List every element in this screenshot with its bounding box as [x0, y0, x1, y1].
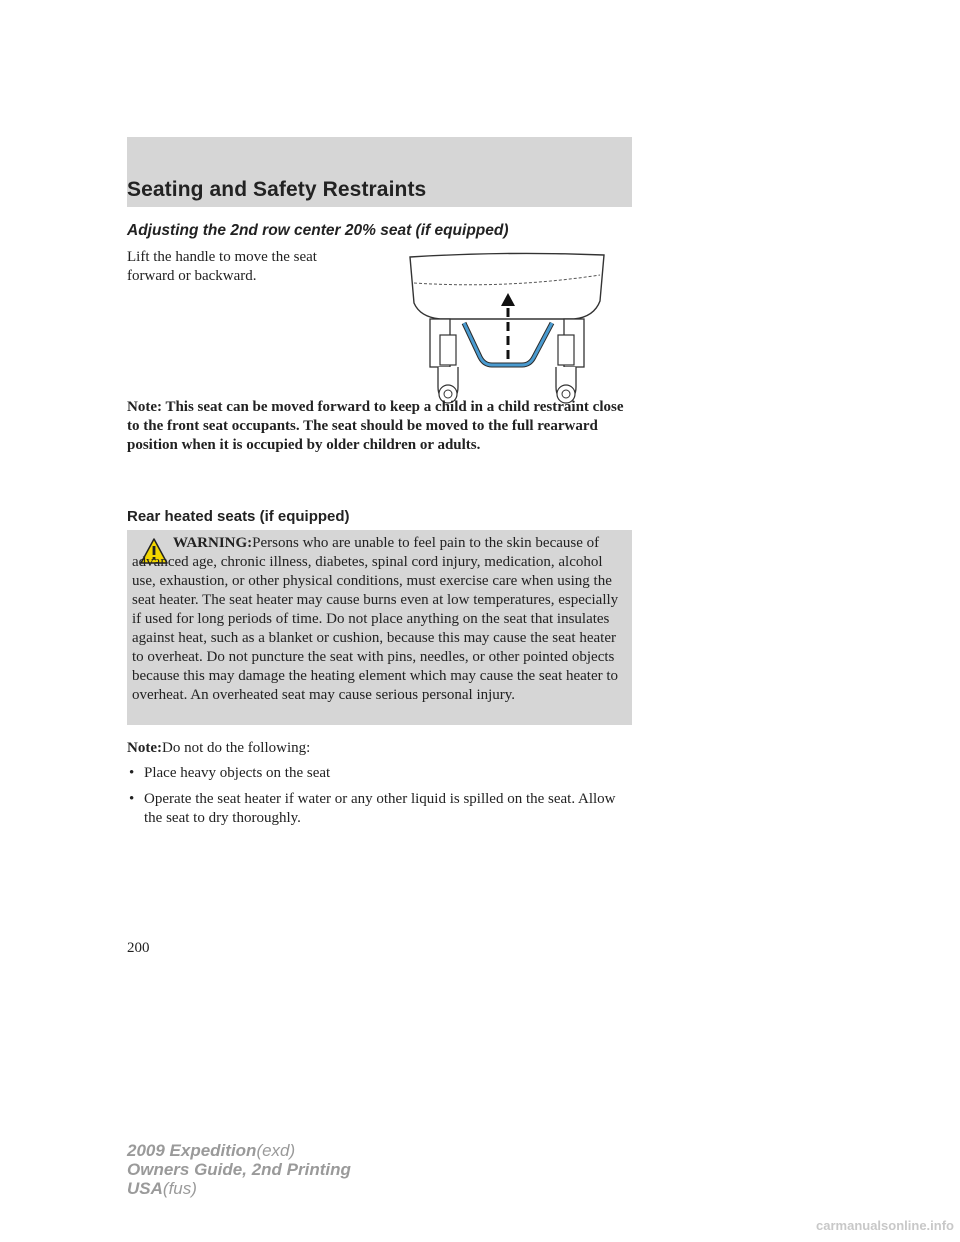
- warning-paragraph: [132, 534, 627, 705]
- warning-label: WARNING:: [173, 535, 253, 551]
- note-text: Do not do the following:: [161, 740, 311, 756]
- note-label: Note:: [127, 740, 162, 756]
- page-header-title: Seating and Safety Restraints: [127, 178, 427, 201]
- watermark: carmanualsonline.info: [816, 1218, 954, 1233]
- intro-paragraph: Lift the handle to move the seat forward or backward.: [127, 249, 317, 284]
- page-number: 200: [127, 940, 150, 956]
- heated-note: [127, 739, 310, 758]
- section-title: Adjusting the 2nd row center 20% seat (if equipped): [127, 222, 509, 239]
- bullet-icon: •: [129, 765, 135, 781]
- bullet-icon: •: [129, 791, 135, 807]
- footer-model-code: (exd): [256, 1141, 296, 1160]
- warning-box: [127, 530, 632, 725]
- footer-market: USA: [127, 1179, 163, 1198]
- seat-note: Note: This seat can be moved forward to keep a child in a child restraint close to the front seat occupants. The seat should be moved to the full rearward position when it is occupied by older children or adults.: [127, 399, 624, 453]
- list-item: • Place heavy objects on the seat: [129, 765, 331, 781]
- footer: [127, 1141, 351, 1198]
- heated-seats-heading: Rear heated seats (if equipped): [127, 508, 350, 525]
- bullet-list: [127, 764, 637, 835]
- list-item: • Operate the seat heater if water or any other liquid is spilled on the seat. Allow the seat to dry thoroughly.: [129, 791, 616, 826]
- footer-guide: Owners Guide, 2nd Printing: [127, 1160, 351, 1179]
- footer-market-code: (fus): [162, 1179, 197, 1198]
- footer-model: 2009 Expedition: [127, 1141, 257, 1160]
- warning-body: Persons who are unable to feel pain to the skin because of advanced age, chronic illness, diabetes, spinal cord injury, medication, alcohol use, exhaustion, or other physical conditions, must exercise care when using the seat heater. The seat heater may cause burns even at low temperatures, especially if used for long periods of time. Do not place anything on the seat that insulates against heat, such as a blanket or cushion, because this may cause the seat heater to overheat. Do not puncture the seat with pins, needles, or other pointed objects because this may damage the heating element which may cause the seat heater to overheat. An overheated seat may cause serious personal injury.: [132, 535, 619, 703]
- seat-adjust-illustration: [404, 251, 610, 412]
